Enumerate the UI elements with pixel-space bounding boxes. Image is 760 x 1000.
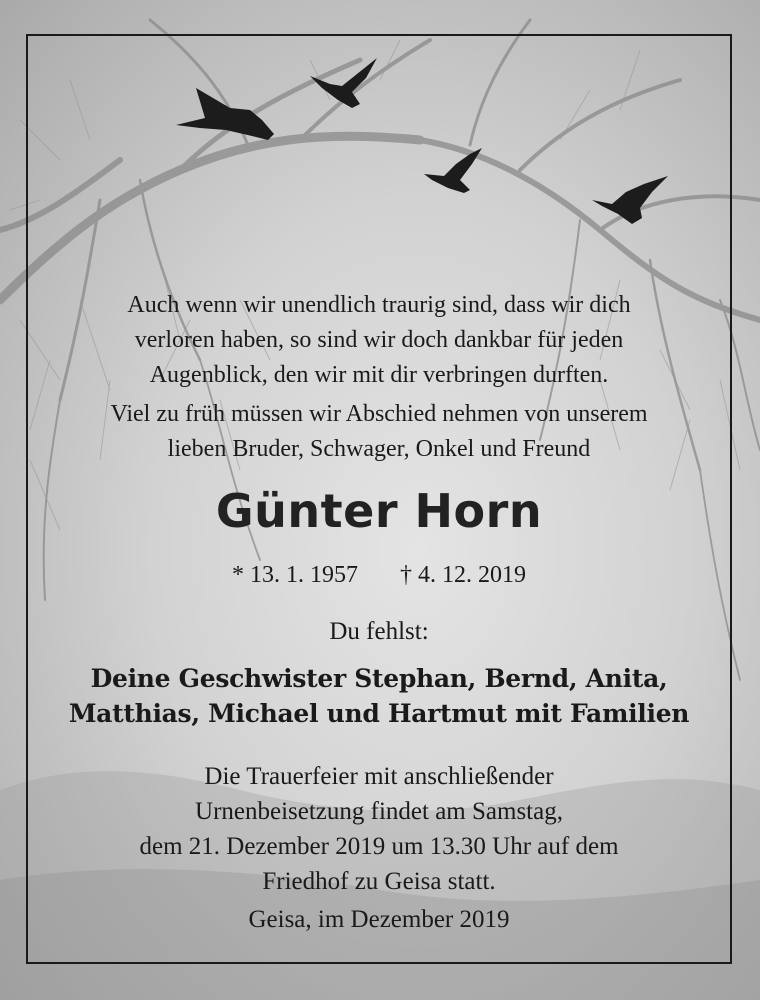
funeral-line: Urnenbeisetzung findet am Samstag, <box>195 798 563 825</box>
mourners-names <box>26 661 732 731</box>
mourners-line: Deine Geschwister Stephan, Bernd, Anita, <box>90 664 668 693</box>
life-dates <box>26 562 732 589</box>
intro-line: lieben Bruder, Schwager, Onkel und Freund <box>167 436 591 462</box>
mourners-line: Matthias, Michael und Hartmut mit Familien <box>68 699 690 728</box>
intro-text <box>26 288 732 467</box>
funeral-info <box>26 759 732 899</box>
birth-date: * 13. 1. 1957 <box>232 562 358 588</box>
place-date: Geisa, im Dezember 2019 <box>248 906 510 933</box>
bird-silhouette-icon <box>176 88 274 140</box>
funeral-line: Friedhof zu Geisa statt. <box>262 868 496 895</box>
intro-line: Augenblick, den wir mit dir verbringen durften. <box>149 362 609 388</box>
bird-silhouette-icon <box>310 58 377 108</box>
mourners-label: Du fehlst: <box>329 618 429 645</box>
funeral-line: Die Trauerfeier mit anschließender <box>204 763 554 790</box>
deceased-name: Günter Horn <box>215 484 543 538</box>
bird-silhouette-icon <box>592 176 668 224</box>
death-date: † 4. 12. 2019 <box>400 562 526 588</box>
intro-line: Viel zu früh müssen wir Abschied nehmen von unserem <box>110 401 648 427</box>
intro-line: verloren haben, so sind wir doch dankbar für jeden <box>134 327 624 353</box>
intro-line: Auch wenn wir unendlich traurig sind, dass wir dich <box>127 292 631 318</box>
funeral-line: dem 21. Dezember 2019 um 13.30 Uhr auf dem <box>139 833 619 860</box>
bird-silhouette-icon <box>424 148 482 193</box>
